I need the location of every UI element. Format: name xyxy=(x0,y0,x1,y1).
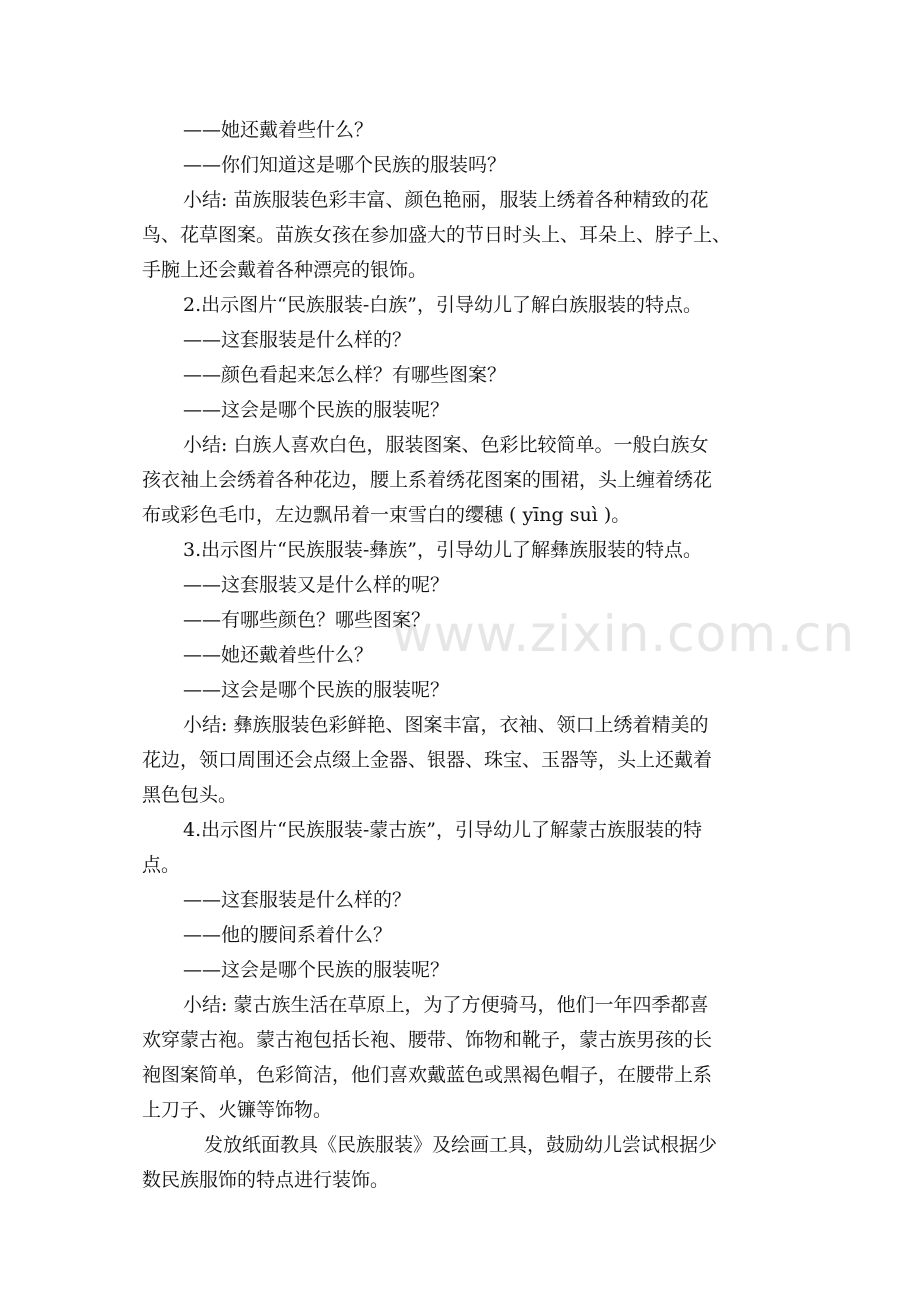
text-line: 小结: 彝族服装色彩鲜艳、图案丰富，衣袖、领口上绣着精美的 xyxy=(183,714,709,736)
text-line: 花边，领口周围还会点缀上金器、银器、珠宝、玉器等，头上还戴着 xyxy=(142,749,713,771)
text-line: ——他的腰间系着什么？ xyxy=(183,924,393,946)
text-line: 鸟、花草图案。苗族女孩在参加盛大的节日时头上、耳朵上、脖子上、 xyxy=(142,224,732,246)
text-line: 2.出示图片“民族服装-白族”，引导幼儿了解白族服装的特点。 xyxy=(183,294,702,316)
text-line: ——这会是哪个民族的服装呢？ xyxy=(183,399,450,421)
text-line: 3.出示图片“民族服装-彝族”，引导幼儿了解彝族服装的特点。 xyxy=(183,539,702,561)
text-line: 袍图案简单，色彩简洁，他们喜欢戴蓝色或黑褐色帽子，在腰带上系 xyxy=(142,1064,713,1086)
text-line: 手腕上还会戴着各种漂亮的银饰。 xyxy=(142,259,428,281)
text-line: ——这会是哪个民族的服装呢？ xyxy=(183,679,450,701)
text-line: 上刀子、火镰等饰物。 xyxy=(142,1099,333,1121)
text-line: ——她还戴着些什么？ xyxy=(183,119,374,141)
text-line: ——有哪些颜色？哪些图案？ xyxy=(183,609,431,631)
text-line: ——颜色看起来怎么样？有哪些图案？ xyxy=(183,364,507,386)
text-line: 小结: 苗族服装色彩丰富、颜色艳丽，服装上绣着各种精致的花 xyxy=(183,189,709,211)
text-line: 4.出示图片“民族服装-蒙古族”，引导幼儿了解蒙古族服装的特 xyxy=(183,819,702,841)
text-line: ——这套服装是什么样的？ xyxy=(183,329,412,351)
text-line: 发放纸面教具《民族服装》及绘画工具，鼓励幼儿尝试根据少 xyxy=(204,1134,718,1156)
text-line: 小结: 蒙古族生活在草原上，为了方便骑马，他们一年四季都喜 xyxy=(183,994,709,1016)
text-line: ——这套服装是什么样的？ xyxy=(183,889,412,911)
text-line: 点。 xyxy=(142,854,181,876)
text-line: 黑色包头。 xyxy=(142,784,238,806)
text-line: ——她还戴着些什么？ xyxy=(183,644,374,666)
text-line: 欢穿蒙古袍。蒙古袍包括长袍、腰带、饰物和靴子，蒙古族男孩的长 xyxy=(142,1029,713,1051)
text-line: ——这套服装又是什么样的呢？ xyxy=(183,574,450,596)
text-line: 小结: 白族人喜欢白色，服装图案、色彩比较简单。一般白族女 xyxy=(183,434,709,456)
text-line: 孩衣袖上会绣着各种花边，腰上系着绣花图案的围裙，头上缠着绣花 xyxy=(142,469,713,491)
text-line: ——你们知道这是哪个民族的服装吗？ xyxy=(183,154,507,176)
watermark: www.zixin.com.cn xyxy=(392,605,856,663)
text-line: 布或彩色毛巾，左边飘吊着一束雪白的缨穗 ( yīng suì )。 xyxy=(142,504,631,526)
text-line: ——这会是哪个民族的服装呢？ xyxy=(183,959,450,981)
text-line: 数民族服饰的特点进行装饰。 xyxy=(142,1169,390,1191)
